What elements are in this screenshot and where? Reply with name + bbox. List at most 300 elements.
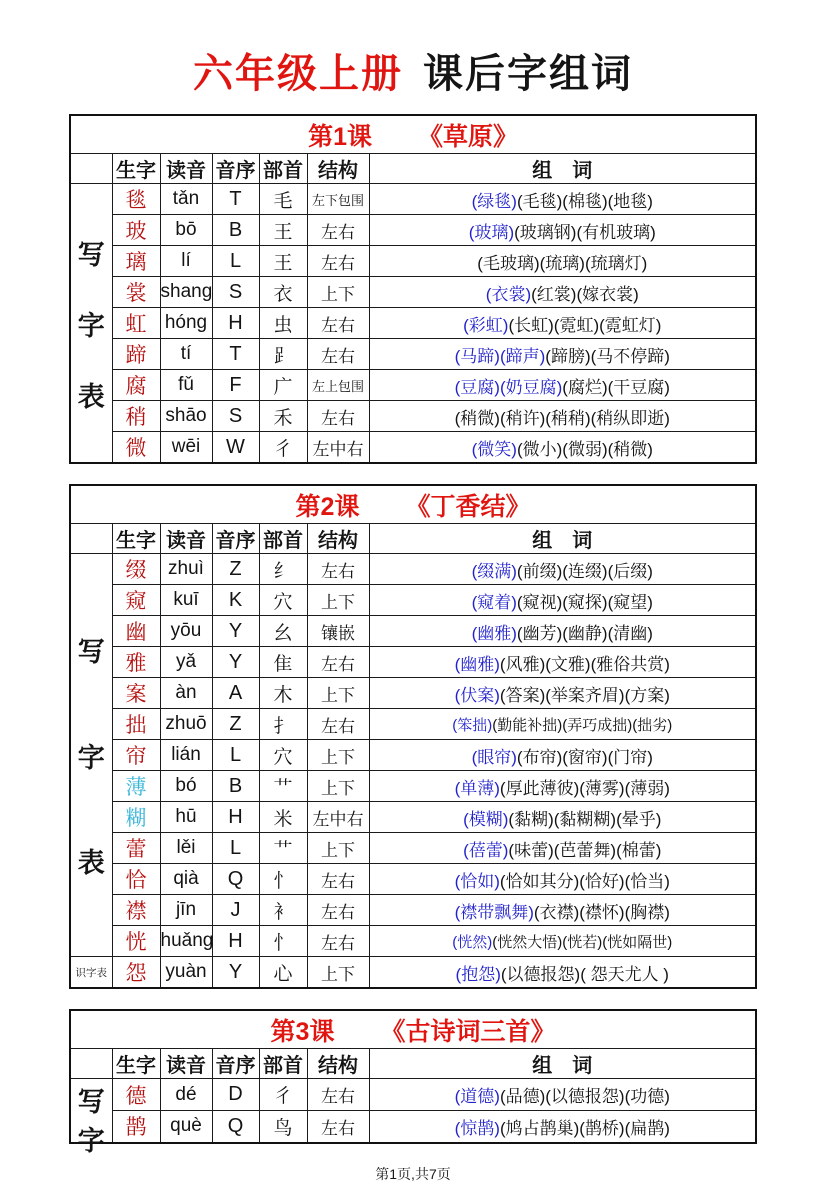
cell-initial: B xyxy=(212,215,259,246)
cell-initial: H xyxy=(212,926,259,957)
cell-structure: 左右 xyxy=(307,215,369,246)
word: (恍如隔世) xyxy=(602,933,673,951)
cell-pinyin: tǎn xyxy=(160,184,212,215)
cell-radical: 木 xyxy=(259,678,307,709)
table-row xyxy=(70,1111,756,1143)
word: (连缀) xyxy=(562,561,608,581)
cell-words xyxy=(369,833,756,864)
word: (举案齐眉) xyxy=(545,685,625,705)
word: (琉璃灯) xyxy=(584,253,648,273)
cell-pinyin: lián xyxy=(160,740,212,771)
lesson-title xyxy=(70,485,756,524)
cell-words xyxy=(369,215,756,246)
word: (窥视) xyxy=(516,592,563,612)
cell-radical: 心 xyxy=(259,957,307,989)
side-header-cell xyxy=(70,1049,112,1079)
word: (马蹄) xyxy=(454,346,500,366)
cell-char: 薄 xyxy=(112,771,160,802)
word: (微小) xyxy=(516,439,563,459)
word: (霓虹) xyxy=(553,315,600,335)
cell-initial: L xyxy=(212,740,259,771)
cell-initial: D xyxy=(212,1079,259,1111)
word: ( 怨天尤人 ) xyxy=(580,964,669,984)
cell-pinyin: tí xyxy=(160,339,212,370)
cell-radical: 彳 xyxy=(259,432,307,464)
word: (黏糊糊) xyxy=(553,809,617,829)
word: (有机玻璃) xyxy=(576,222,656,242)
cell-pinyin: hóng xyxy=(160,308,212,339)
cell-structure: 左右 xyxy=(307,246,369,277)
cell-words xyxy=(369,585,756,616)
col-header-0: 生字 xyxy=(112,1049,160,1079)
cell-initial: T xyxy=(212,339,259,370)
word: (鸠占鹊巢) xyxy=(499,1118,580,1138)
word: (雅俗共赏) xyxy=(590,654,670,674)
word: (惊鹊) xyxy=(454,1118,500,1138)
word: (幽静) xyxy=(562,623,608,643)
side-label-cell: 写 字 表 xyxy=(70,554,112,957)
word: (棉毯) xyxy=(562,191,608,211)
cell-char: 蕾 xyxy=(112,833,160,864)
cell-structure: 左右 xyxy=(307,554,369,585)
cell-words xyxy=(369,277,756,308)
table-row xyxy=(70,184,756,215)
cell-words xyxy=(369,895,756,926)
lesson-book-name: 《草原》 xyxy=(417,122,518,151)
cell-pinyin: fǔ xyxy=(160,370,212,401)
table-row xyxy=(70,277,756,308)
cell-words xyxy=(369,740,756,771)
word: (稍微) xyxy=(454,408,500,428)
col-header-1: 读音 xyxy=(160,154,212,184)
cell-char: 帘 xyxy=(112,740,160,771)
word: (以德报怨) xyxy=(545,1087,625,1106)
word: (前缀) xyxy=(516,561,563,581)
word: (厚此薄彼) xyxy=(499,778,580,798)
cell-char: 恍 xyxy=(112,926,160,957)
cell-structure: 上下 xyxy=(307,833,369,864)
word: (霓虹灯) xyxy=(599,315,662,335)
word: (模糊) xyxy=(463,809,509,829)
word: (布帘) xyxy=(516,747,563,767)
word: (稍微) xyxy=(607,439,653,459)
cell-words xyxy=(369,554,756,585)
col-header-3: 部首 xyxy=(259,1049,307,1079)
cell-radical: 米 xyxy=(259,802,307,833)
table-row xyxy=(70,432,756,464)
table-row xyxy=(70,554,756,585)
word: (衣襟) xyxy=(533,902,580,922)
word: (勤能补拙) xyxy=(492,716,563,734)
cell-words xyxy=(369,246,756,277)
word: (微弱) xyxy=(562,439,608,459)
word: (鹊桥) xyxy=(579,1118,625,1138)
cell-pinyin: bó xyxy=(160,771,212,802)
word: (风雅) xyxy=(499,654,546,674)
word: (文雅) xyxy=(545,654,591,674)
cell-pinyin: jīn xyxy=(160,895,212,926)
word: (恍然大悟) xyxy=(492,933,563,951)
cell-structure: 上下 xyxy=(307,585,369,616)
word: (恍然) xyxy=(452,933,493,951)
col-header-2: 音序 xyxy=(212,524,259,554)
cell-char: 稍 xyxy=(112,401,160,432)
table-row xyxy=(70,339,756,370)
cell-words xyxy=(369,926,756,957)
cell-words xyxy=(369,339,756,370)
cell-radical: ⻊ xyxy=(259,339,307,370)
cell-initial: Y xyxy=(212,957,259,989)
table-row xyxy=(70,585,756,616)
side-label-cell: 写 字 xyxy=(70,1079,112,1143)
cell-char: 毯 xyxy=(112,184,160,215)
word: (玻璃钢) xyxy=(514,222,577,242)
cell-structure: 上下 xyxy=(307,771,369,802)
word: (门帘) xyxy=(607,747,653,767)
cell-words xyxy=(369,864,756,895)
col-header-3: 部首 xyxy=(259,154,307,184)
cell-initial: H xyxy=(212,308,259,339)
lesson-number: 第3课 xyxy=(270,1017,335,1046)
cell-initial: L xyxy=(212,833,259,864)
word: (绿毯) xyxy=(471,191,517,211)
cell-initial: Y xyxy=(212,647,259,678)
page-title xyxy=(0,0,826,114)
cell-char: 腐 xyxy=(112,370,160,401)
cell-initial: Y xyxy=(212,616,259,647)
cell-radical: 毛 xyxy=(259,184,307,215)
word: (彩虹) xyxy=(463,315,509,335)
word: (弄巧成拙) xyxy=(562,716,633,734)
cell-char: 恰 xyxy=(112,864,160,895)
cell-pinyin: zhuō xyxy=(160,709,212,740)
table-row xyxy=(70,740,756,771)
word: (黏糊) xyxy=(508,809,554,829)
table-row xyxy=(70,308,756,339)
lesson-table-2 xyxy=(69,484,757,989)
cell-structure: 左右 xyxy=(307,647,369,678)
col-header-4: 结构 xyxy=(307,1049,369,1079)
word: (窗帘) xyxy=(562,747,608,767)
cell-pinyin: shāo xyxy=(160,401,212,432)
cell-char: 蹄 xyxy=(112,339,160,370)
column-header-row xyxy=(70,1049,756,1079)
cell-initial: L xyxy=(212,246,259,277)
cell-words xyxy=(369,957,756,989)
word: (幽芳) xyxy=(516,623,563,643)
word: (扁鹊) xyxy=(624,1118,670,1138)
table-row xyxy=(70,401,756,432)
cell-initial: T xyxy=(212,184,259,215)
cell-radical: 彳 xyxy=(259,1079,307,1111)
table-row xyxy=(70,864,756,895)
word: (眼帘) xyxy=(471,747,517,767)
cell-structure: 左中右 xyxy=(307,432,369,464)
word: (蹄膀) xyxy=(545,346,591,366)
cell-structure: 上下 xyxy=(307,957,369,989)
title-subject: 课后字组词 xyxy=(423,52,633,96)
title-grade: 六年级上册 xyxy=(193,52,403,96)
word: (襟怀) xyxy=(579,902,625,922)
word: (琉璃) xyxy=(539,253,585,273)
lesson-book-name: 《古诗词三首》 xyxy=(380,1017,556,1046)
word: (晕乎) xyxy=(616,809,662,829)
word: (豆腐) xyxy=(454,377,500,397)
side-header-cell xyxy=(70,154,112,184)
cell-char: 玻 xyxy=(112,215,160,246)
table-row xyxy=(70,957,756,989)
word: (窥着) xyxy=(471,592,517,612)
cell-words xyxy=(369,647,756,678)
cell-char: 雅 xyxy=(112,647,160,678)
col-header-4: 结构 xyxy=(307,524,369,554)
word: (清幽) xyxy=(607,623,653,643)
word: (蓓蕾) xyxy=(463,840,509,860)
cell-words xyxy=(369,1111,756,1143)
side-label-cell: 识字表 xyxy=(70,957,112,989)
word: (奶豆腐) xyxy=(499,377,563,397)
cell-char: 怨 xyxy=(112,957,160,989)
word: (方案) xyxy=(624,685,670,705)
cell-structure: 上下 xyxy=(307,740,369,771)
cell-char: 缀 xyxy=(112,554,160,585)
cell-initial: S xyxy=(212,277,259,308)
cell-pinyin: dé xyxy=(160,1079,212,1111)
cell-structure: 镶嵌 xyxy=(307,616,369,647)
cell-words xyxy=(369,1079,756,1111)
word: (薄弱) xyxy=(624,778,670,798)
cell-radical: 忄 xyxy=(259,926,307,957)
cell-radical: 艹 xyxy=(259,833,307,864)
lesson-title-row xyxy=(70,1010,756,1049)
word: (干豆腐) xyxy=(607,377,670,397)
word: (稍纵即逝) xyxy=(590,408,670,428)
table-row xyxy=(70,833,756,864)
word: (红裳) xyxy=(531,284,577,304)
cell-initial: Z xyxy=(212,709,259,740)
col-header-5: 组 词 xyxy=(369,154,756,184)
cell-radical: 王 xyxy=(259,215,307,246)
cell-radical: 扌 xyxy=(259,709,307,740)
col-header-3: 部首 xyxy=(259,524,307,554)
cell-char: 裳 xyxy=(112,277,160,308)
cell-radical: 广 xyxy=(259,370,307,401)
cell-structure: 左右 xyxy=(307,864,369,895)
word: (品德) xyxy=(499,1087,546,1106)
cell-structure: 左右 xyxy=(307,401,369,432)
word: (地毯) xyxy=(607,191,653,211)
word: (蹄声) xyxy=(499,346,546,366)
cell-radical: 隹 xyxy=(259,647,307,678)
lesson-title xyxy=(70,1010,756,1049)
cell-pinyin: huǎng xyxy=(160,926,212,957)
word: (单薄) xyxy=(454,778,500,798)
word: (拙劣) xyxy=(632,716,673,734)
cell-pinyin: àn xyxy=(160,678,212,709)
word: (毛毯) xyxy=(516,191,563,211)
word: (襟带飘舞) xyxy=(454,902,534,922)
word: (稍稍) xyxy=(545,408,591,428)
cell-initial: H xyxy=(212,802,259,833)
word: (窥望) xyxy=(607,592,653,612)
cell-char: 案 xyxy=(112,678,160,709)
cell-initial: J xyxy=(212,895,259,926)
table-row xyxy=(70,370,756,401)
col-header-2: 音序 xyxy=(212,1049,259,1079)
cell-radical: 穴 xyxy=(259,585,307,616)
cell-char: 糊 xyxy=(112,802,160,833)
cell-words xyxy=(369,401,756,432)
word: (恰当) xyxy=(624,871,670,891)
word: (嫁衣裳) xyxy=(576,284,639,304)
cell-words xyxy=(369,678,756,709)
word: (微笑) xyxy=(471,439,517,459)
cell-radical: 忄 xyxy=(259,864,307,895)
col-header-0: 生字 xyxy=(112,524,160,554)
word: (恰如其分) xyxy=(499,871,580,891)
cell-structure: 左下包围 xyxy=(307,184,369,215)
cell-structure: 上下 xyxy=(307,678,369,709)
cell-words xyxy=(369,308,756,339)
word: (棉蕾) xyxy=(616,840,662,860)
cell-radical: 衣 xyxy=(259,277,307,308)
cell-char: 窥 xyxy=(112,585,160,616)
cell-structure: 左右 xyxy=(307,1079,369,1111)
col-header-2: 音序 xyxy=(212,154,259,184)
side-label-cell: 写 字 表 xyxy=(70,184,112,464)
word: (功德) xyxy=(624,1087,670,1106)
cell-initial: F xyxy=(212,370,259,401)
lesson-table-3 xyxy=(69,1009,757,1157)
lesson-number: 第2课 xyxy=(295,492,360,521)
word: (答案) xyxy=(499,685,546,705)
word: (恰如) xyxy=(454,871,500,891)
cell-initial: Q xyxy=(212,1111,259,1143)
col-header-4: 结构 xyxy=(307,154,369,184)
word: (味蕾) xyxy=(508,840,554,860)
column-header-row xyxy=(70,524,756,554)
col-header-1: 读音 xyxy=(160,524,212,554)
word: (抱怨) xyxy=(455,964,501,984)
cell-radical: 纟 xyxy=(259,554,307,585)
table-row xyxy=(70,709,756,740)
cell-words xyxy=(369,616,756,647)
cell-structure: 左右 xyxy=(307,339,369,370)
lesson-number: 第1课 xyxy=(308,122,372,151)
word: (稍许) xyxy=(499,408,546,428)
col-header-5: 组 词 xyxy=(369,524,756,554)
cell-pinyin: lěi xyxy=(160,833,212,864)
cell-pinyin: wēi xyxy=(160,432,212,464)
cell-structure: 上下 xyxy=(307,277,369,308)
cell-initial: B xyxy=(212,771,259,802)
word: (芭蕾舞) xyxy=(553,840,617,860)
word: (胸襟) xyxy=(624,902,670,922)
cell-radical: 穴 xyxy=(259,740,307,771)
table-row xyxy=(70,246,756,277)
cell-initial: S xyxy=(212,401,259,432)
word: (后缀) xyxy=(607,561,653,581)
word: (幽雅) xyxy=(454,654,500,674)
cell-words xyxy=(369,184,756,215)
table-row xyxy=(70,647,756,678)
word: (腐烂) xyxy=(562,377,608,397)
word: (道德) xyxy=(454,1087,500,1106)
column-header-row xyxy=(70,154,756,184)
word: (薄雾) xyxy=(579,778,625,798)
table-row xyxy=(70,802,756,833)
word: (缀满) xyxy=(471,561,517,581)
cell-radical: 虫 xyxy=(259,308,307,339)
cell-char: 拙 xyxy=(112,709,160,740)
word: (玻璃) xyxy=(468,222,515,242)
col-header-0: 生字 xyxy=(112,154,160,184)
word: (以德报怨) xyxy=(500,964,581,984)
cell-pinyin: què xyxy=(160,1111,212,1143)
table-row xyxy=(70,215,756,246)
cell-radical: 鸟 xyxy=(259,1111,307,1143)
cell-radical: 王 xyxy=(259,246,307,277)
cell-radical: 衤 xyxy=(259,895,307,926)
lesson-title-row xyxy=(70,485,756,524)
page-number: 第1页,共7页 xyxy=(375,1165,451,1182)
cell-initial: W xyxy=(212,432,259,464)
lesson-title-row xyxy=(70,115,756,154)
lesson-title xyxy=(70,115,756,154)
side-header-cell xyxy=(70,524,112,554)
cell-structure: 左中右 xyxy=(307,802,369,833)
cell-initial: Z xyxy=(212,554,259,585)
word: (笨拙) xyxy=(452,716,493,734)
cell-structure: 左右 xyxy=(307,926,369,957)
col-header-1: 读音 xyxy=(160,1049,212,1079)
word: (恰好) xyxy=(579,871,625,891)
tables-container xyxy=(69,114,757,1157)
cell-pinyin: lí xyxy=(160,246,212,277)
table-row xyxy=(70,678,756,709)
table-row xyxy=(70,1079,756,1111)
col-header-5: 组 词 xyxy=(369,1049,756,1079)
cell-pinyin: yǎ xyxy=(160,647,212,678)
word: (幽雅) xyxy=(471,623,517,643)
word: (窥探) xyxy=(562,592,608,612)
table-row xyxy=(70,895,756,926)
cell-structure: 左右 xyxy=(307,895,369,926)
table-row xyxy=(70,926,756,957)
cell-words xyxy=(369,370,756,401)
cell-pinyin: bō xyxy=(160,215,212,246)
cell-pinyin: qià xyxy=(160,864,212,895)
table-row xyxy=(70,616,756,647)
cell-pinyin: shang xyxy=(160,277,212,308)
cell-words xyxy=(369,802,756,833)
word: (长虹) xyxy=(508,315,554,335)
cell-pinyin: kuī xyxy=(160,585,212,616)
cell-initial: K xyxy=(212,585,259,616)
cell-structure: 左右 xyxy=(307,1111,369,1143)
cell-pinyin: yuàn xyxy=(160,957,212,989)
cell-initial: Q xyxy=(212,864,259,895)
cell-char: 鹊 xyxy=(112,1111,160,1143)
word: (毛玻璃) xyxy=(477,253,540,273)
cell-char: 德 xyxy=(112,1079,160,1111)
cell-char: 幽 xyxy=(112,616,160,647)
word: (马不停蹄) xyxy=(590,346,670,366)
cell-radical: 艹 xyxy=(259,771,307,802)
cell-pinyin: yōu xyxy=(160,616,212,647)
cell-char: 璃 xyxy=(112,246,160,277)
cell-pinyin: zhuì xyxy=(160,554,212,585)
